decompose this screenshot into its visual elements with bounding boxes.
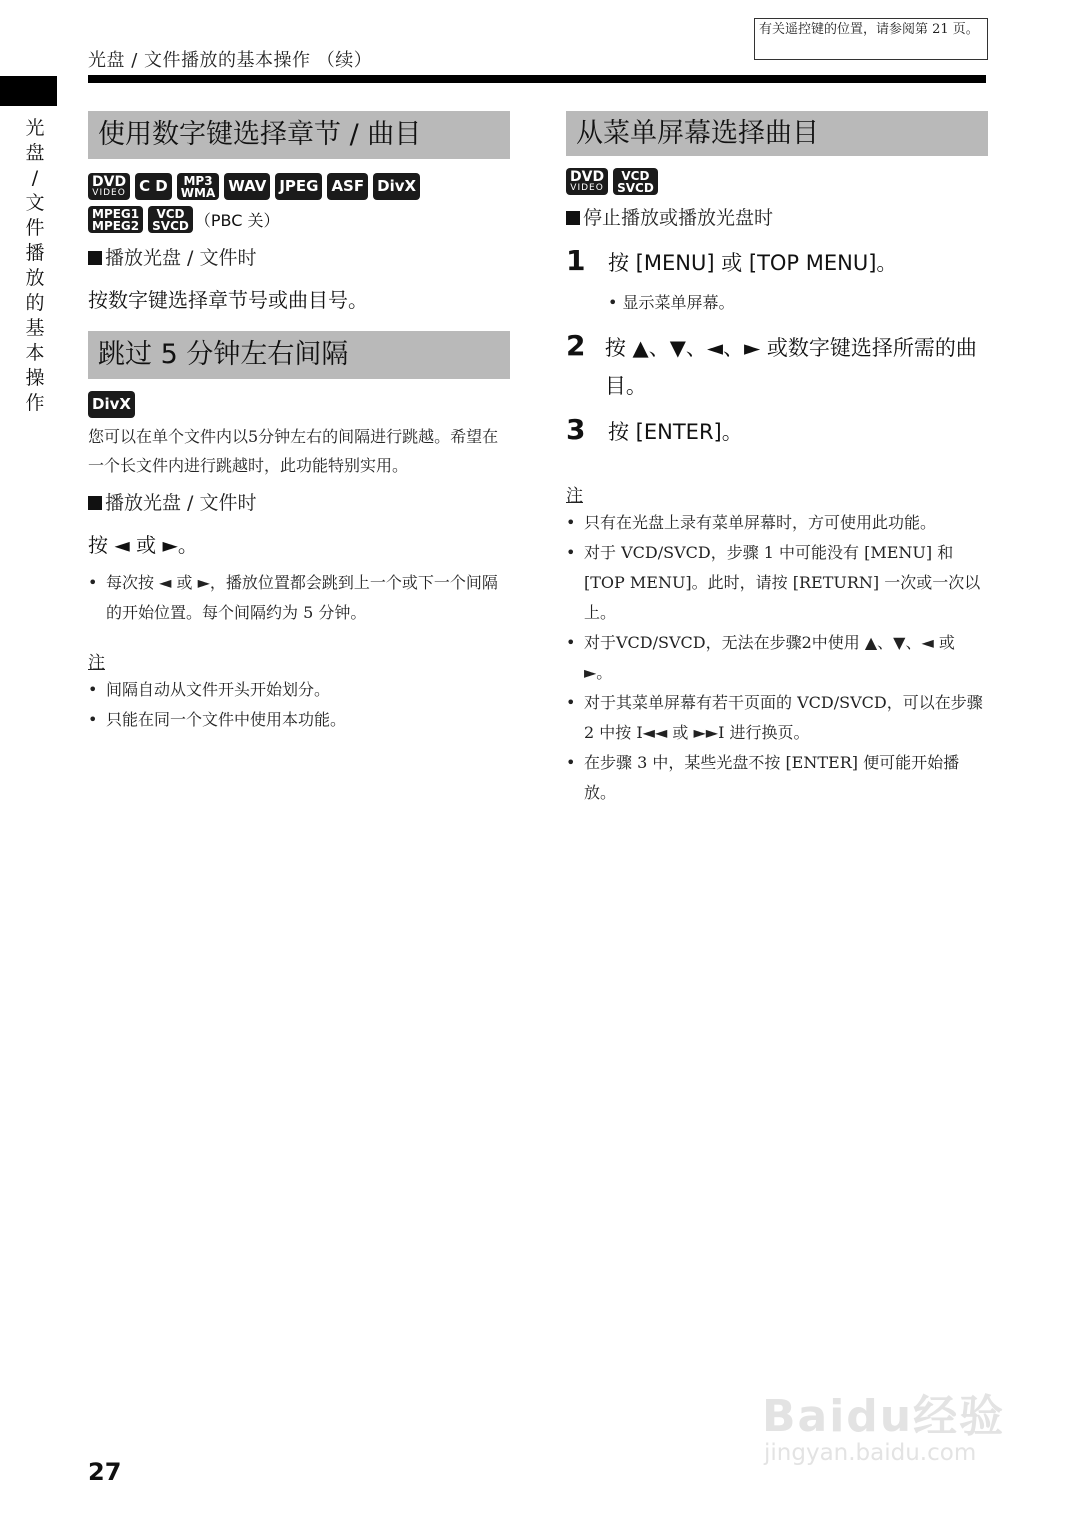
- note-title: 注: [566, 486, 583, 506]
- square-bullet-icon: [88, 251, 102, 265]
- format-badge: WAV: [224, 173, 270, 200]
- list-item: • 只能在同一个文件中使用本功能。: [88, 705, 510, 735]
- side-tab-char: 本: [25, 342, 45, 364]
- side-tab-label: [22, 116, 48, 416]
- format-badge: ASF: [327, 173, 368, 200]
- side-tab-char: /: [31, 167, 39, 189]
- steps: [566, 244, 988, 451]
- list-item: • 对于 VCD/SVCD，步骤 1 中可能没有 [MENU] 和 [TOP MENU]。此时，请按 [RETURN] 一次或一次以上。: [566, 538, 988, 628]
- side-tab-char: 基: [25, 317, 45, 339]
- running-header: 光盘 / 文件播放的基本操作 （续）: [88, 50, 373, 71]
- format-badge: C D: [135, 173, 172, 200]
- side-tab-char: 光: [25, 117, 45, 139]
- left-column: [88, 111, 510, 735]
- condition-text-3: 停止播放或播放光盘时: [566, 203, 988, 230]
- side-tab-char: 播: [25, 242, 45, 264]
- format-badge: DivX: [373, 173, 420, 200]
- side-tab-char: 放: [25, 267, 45, 289]
- step-3: 3 按 [ENTER]。: [566, 413, 743, 446]
- side-tab-marker: [0, 76, 57, 106]
- right-column: [566, 111, 988, 808]
- side-tab-char: 操: [25, 367, 45, 389]
- header-rule: [88, 75, 986, 83]
- side-tab-char: 文: [25, 192, 45, 214]
- step-1-sub: • 显示菜单屏幕。: [608, 293, 735, 312]
- note-list: [566, 508, 988, 808]
- page-number: 27: [88, 1458, 122, 1486]
- format-badges-row2: [88, 206, 510, 233]
- list-item: • 每次按 ◄ 或 ►，播放位置都会跳到上一个或下一个间隔的开始位置。每个间隔约为 5 分钟。: [88, 568, 510, 628]
- side-tab-char: 作: [25, 392, 45, 414]
- side-tab-char: 的: [25, 292, 45, 314]
- instruction-text: 按数字键选择章节号或曲目号。: [88, 288, 368, 312]
- format-badge: VCD SVCD: [613, 168, 658, 195]
- step-1: 1 按 [MENU] 或 [TOP MENU]。 • 显示菜单屏幕。: [566, 244, 988, 317]
- format-badge: DVD VIDEO: [566, 168, 608, 195]
- list-item: • 对于VCD/SVCD，无法在步骤2中使用 ▲、▼、◄ 或 ►。: [566, 628, 988, 688]
- format-badge: JPEG: [275, 173, 322, 200]
- watermark-url: jingyan.baidu.com: [764, 1440, 977, 1466]
- format-badges-menu: [566, 168, 988, 195]
- format-badge: MP3 WMA: [177, 173, 219, 200]
- condition-text-2: 播放光盘 / 文件时: [88, 488, 510, 515]
- skip-description: 您可以在单个文件内以5分钟左右的间隔进行跳越。希望在一个长文件内进行跳越时，此功能特别实用。: [88, 427, 499, 475]
- section-title-chapter-select: 使用数字键选择章节 / 曲目: [88, 111, 510, 159]
- divx-badge: DivX: [88, 391, 135, 418]
- square-bullet-icon: [566, 211, 580, 225]
- divx-badge-row: [88, 391, 510, 418]
- pbc-note: （PBC 关）: [194, 211, 280, 230]
- format-badge: DVD VIDEO: [88, 173, 130, 200]
- format-badge: VCD SVCD: [148, 206, 193, 233]
- format-badges-row1: [88, 173, 510, 200]
- list-item: • 间隔自动从文件开头开始划分。: [88, 675, 510, 705]
- format-badge: MPEG1 MPEG2: [88, 206, 143, 233]
- side-tab-char: 盘: [25, 142, 45, 164]
- step-2: 2 按 ▲、▼、◄、► 或数字键选择所需的曲目。: [566, 329, 977, 398]
- list-item: • 在步骤 3 中，某些光盘不按 [ENTER] 便可能开始播放。: [566, 748, 988, 808]
- condition-text: 播放光盘 / 文件时: [88, 243, 510, 270]
- list-item: • 只有在光盘上录有菜单屏幕时，方可使用此功能。: [566, 508, 988, 538]
- note-list: [88, 675, 510, 735]
- remote-reference-note: 有关遥控键的位置，请参阅第 21 页。: [754, 18, 988, 60]
- skip-bullets: [88, 568, 510, 628]
- list-item: • 对于其菜单屏幕有若干页面的 VCD/SVCD，可以在步骤 2 中按 I◄◄ 或 ►►I 进行换页。: [566, 688, 988, 748]
- square-bullet-icon: [88, 496, 102, 510]
- section-title-menu-select: 从菜单屏幕选择曲目: [566, 111, 988, 156]
- note-title: 注: [88, 653, 105, 673]
- section-title-skip-interval: 跳过 5 分钟左右间隔: [88, 331, 510, 379]
- instruction-text-2: 按 ◄ 或 ►。: [88, 533, 198, 557]
- side-tab-char: 件: [25, 217, 45, 239]
- watermark-logo: Baidu经验: [762, 1391, 1006, 1442]
